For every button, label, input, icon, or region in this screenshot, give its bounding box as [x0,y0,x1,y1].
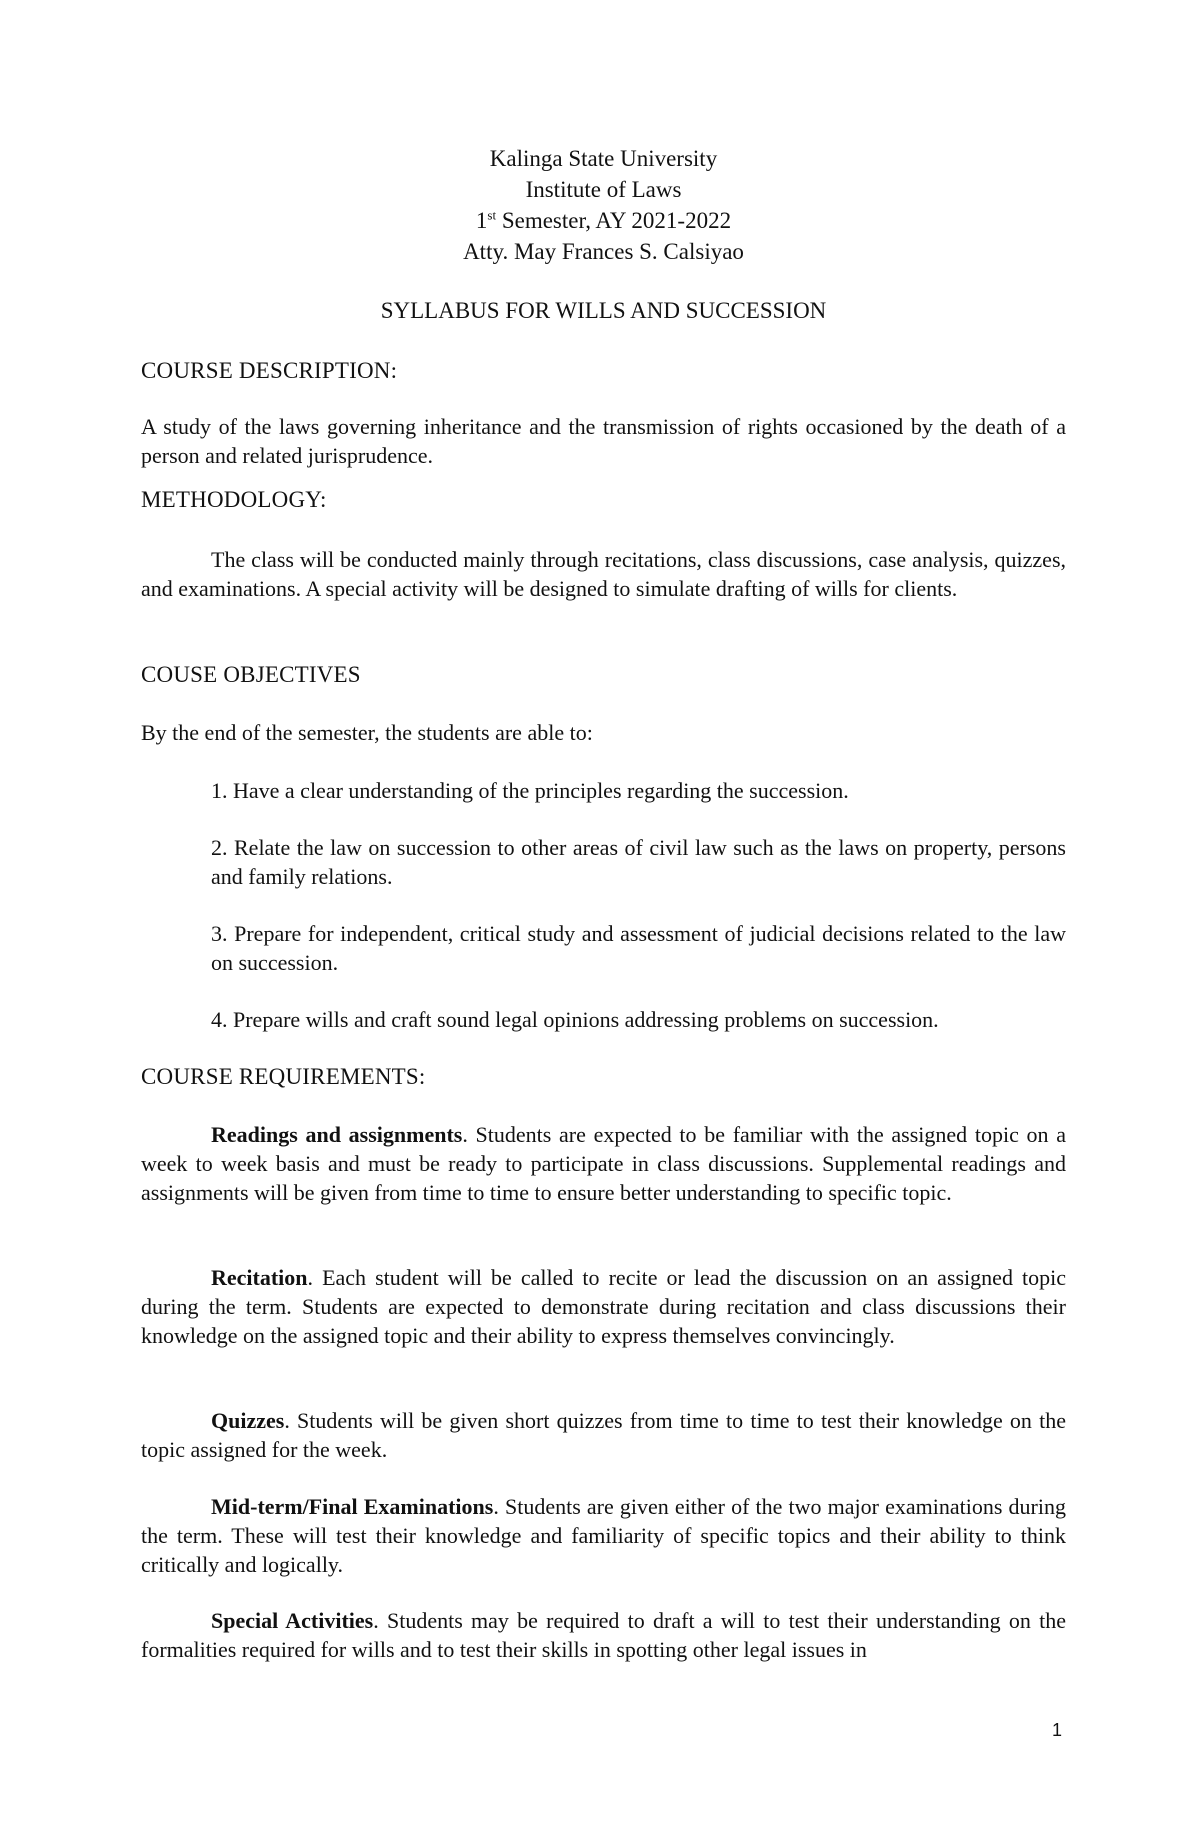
course-description-text: A study of the laws governing inheritance and the transmission of rights occasioned by the death of a person and related jurisprudence. [141,414,1066,468]
requirements-heading: COURSE REQUIREMENTS: [141,1064,426,1089]
requirement-examinations [141,1492,1066,1579]
objective-item: 3. Prepare for independent, critical study and assessment of judicial decisions related to the law on succession. [211,921,1066,975]
semester-line [141,205,1066,236]
objectives-intro: By the end of the semester, the students are able to: [141,720,593,745]
document-page [141,0,1066,1835]
requirement-text: . Students will be given short quizzes from time to time to test their knowledge on the topic assigned for the week. [141,1408,1066,1462]
semester-rest: Semester, AY 2021-2022 [496,208,732,233]
requirement-recitation [141,1263,1066,1350]
document-title: SYLLABUS FOR WILLS AND SUCCESSION [380,298,827,323]
requirement-text: . Each student will be called to recite or lead the discussion on an assigned topic during the term. Students are expected to demonstrate during recitation and class discussions their knowledge on the assigned topic and their ability to express themselves convincingly. [141,1265,1066,1348]
requirement-label: Special Activities [211,1608,374,1633]
requirement-quizzes [141,1406,1066,1464]
requirement-label: Mid-term/Final Examinations [211,1494,494,1519]
requirement-readings [141,1120,1066,1207]
methodology-heading: METHODOLOGY: [141,487,327,512]
semester-ordinal: st [487,207,497,223]
objective-item: 2. Relate the law on succession to other areas of civil law such as the laws on property, persons and family relations. [211,835,1066,889]
methodology-text: The class will be conducted mainly through recitations, class discussions, case analysis, quizzes, and examinations. A special activity will be designed to simulate drafting of wills for clients. [141,547,1066,601]
requirement-label: Readings and assignments [211,1122,463,1147]
course-description-heading: COURSE DESCRIPTION: [141,358,398,383]
objective-item: 4. Prepare wills and craft sound legal opinions addressing problems on succession. [211,1007,939,1032]
requirement-text: . Students are given either of the two major examinations during the term. These will test their knowledge and familiarity of specific topics and their ability to think critically and logically. [141,1494,1066,1577]
objective-item: 1. Have a clear understanding of the principles regarding the succession. [211,778,849,803]
requirement-special-activities [141,1606,1066,1664]
page-number: 1 [1052,1720,1063,1740]
requirement-label: Recitation [211,1265,308,1290]
institute-name: Institute of Laws [525,177,682,202]
requirement-text: . Students may be required to draft a will to test their understanding on the formalities required for wills and to test their skills in spotting other legal issues in [141,1608,1066,1662]
instructor-name: Atty. May Frances S. Calsiyao [463,239,744,264]
university-name: Kalinga State University [489,146,718,171]
document-header [141,143,1066,267]
requirement-text: . Students are expected to be familiar with the assigned topic on a week to week basis and must be ready to participate in class discussions. Supplemental readings and assignments will be given from time to time to ensure better understanding to specific topic. [141,1122,1067,1205]
requirement-label: Quizzes [211,1408,285,1433]
objectives-heading: COUSE OBJECTIVES [141,662,361,687]
semester-number: 1 [475,208,488,233]
